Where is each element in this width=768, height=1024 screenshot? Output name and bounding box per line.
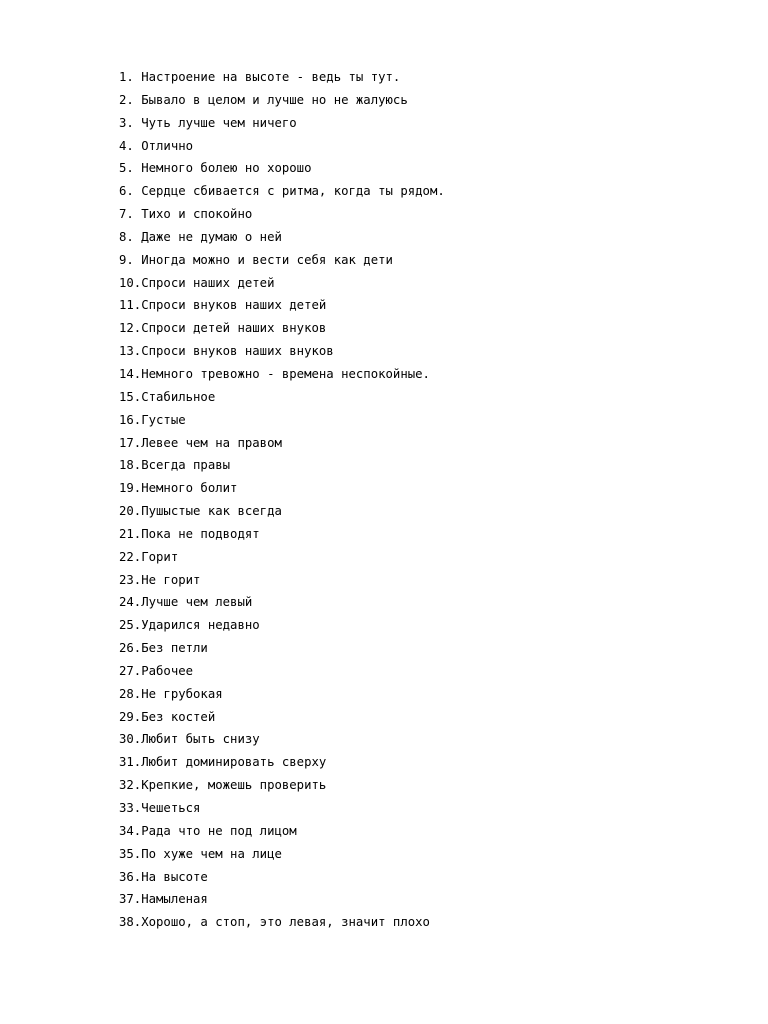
list-item: 8. Даже не думаю о ней — [119, 229, 282, 244]
list-item: 2. Бывало в целом и лучше но не жалуюсь — [119, 92, 408, 107]
list-item: 5. Немного болею но хорошо — [119, 161, 312, 176]
list-item: 38.Хорошо, а стоп, это левая, значит плохо — [119, 915, 430, 930]
list-item: 25.Ударился недавно — [119, 618, 260, 633]
list-item: 37.Намыленая — [119, 892, 208, 907]
list-item: 17.Левее чем на правом — [119, 435, 282, 450]
list-item: 35.По хуже чем на лице — [119, 846, 282, 861]
list-item: 13.Спроси внуков наших внуков — [119, 344, 334, 359]
list-item: 30.Любит быть снизу — [119, 732, 260, 747]
list-item: 36.На высоте — [119, 869, 208, 884]
list-item: 20.Пушыстые как всегда — [119, 504, 282, 519]
list-item: 4. Отлично — [119, 138, 194, 153]
list-item: 15.Стабильное — [119, 389, 216, 404]
list-item: 7. Тихо и спокойно — [119, 207, 253, 222]
list-item: 23.Не горит — [119, 572, 201, 587]
list-item: 31.Любит доминировать сверху — [119, 755, 327, 770]
list-item: 16.Густые — [119, 412, 186, 427]
list-item: 6. Сердце сбивается с ритма, когда ты рядом. — [119, 184, 445, 199]
list-item: 26.Без петли — [119, 641, 208, 656]
list-item: 32.Крепкие, можешь проверить — [119, 778, 327, 793]
list-item: 9. Иногда можно и вести себя как дети — [119, 252, 393, 267]
list-item: 21.Пока не подводят — [119, 526, 260, 541]
list-item: 27.Рабочее — [119, 663, 194, 678]
list-item: 12.Спроси детей наших внуков — [119, 321, 327, 336]
list-item: 19.Немного болит — [119, 481, 238, 496]
list-item: 14.Немного тревожно - времена неспокойные. — [119, 366, 430, 381]
list-item: 33.Чешеться — [119, 801, 201, 815]
list-item: 11.Спроси внуков наших детей — [119, 298, 327, 313]
list-item: 29.Без костей — [119, 709, 216, 724]
list-item: 1. Настроение на высоте - ведь ты тут. — [119, 70, 401, 84]
list-item: 34.Рада что не под лицом — [119, 823, 297, 838]
numbered-list — [119, 66, 445, 934]
list-item: 22.Горит — [119, 549, 179, 564]
list-item: 10.Спроси наших детей — [119, 275, 275, 290]
list-item: 18.Всегда правы — [119, 458, 231, 473]
list-item: 24.Лучше чем левый — [119, 595, 253, 610]
list-item: 28.Не грубокая — [119, 686, 223, 701]
list-item: 3. Чуть лучше чем ничего — [119, 115, 297, 130]
